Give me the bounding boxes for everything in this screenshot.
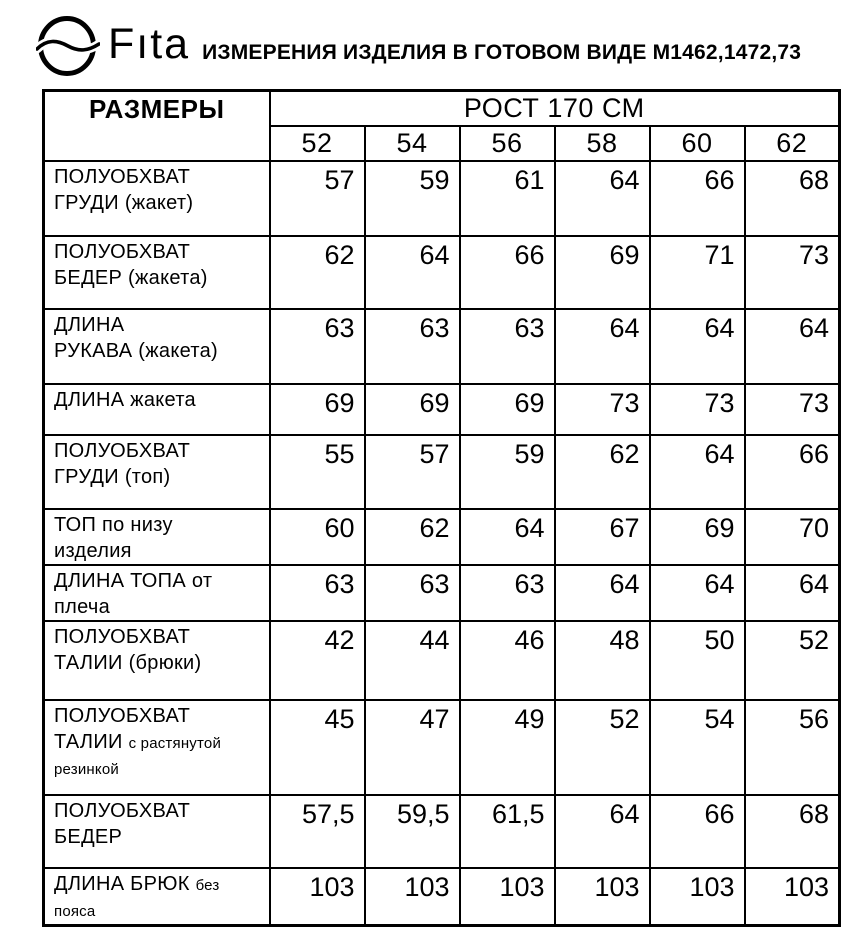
measurement-value: 44: [365, 621, 460, 700]
size-header: 62: [745, 126, 840, 161]
measurement-value: 62: [365, 509, 460, 565]
row-label-text: ГРУДИ (топ): [54, 465, 171, 488]
measurement-value: 69: [460, 384, 555, 435]
row-label-text: ДЛИНА БРЮК: [54, 873, 196, 896]
measurement-value: 69: [365, 384, 460, 435]
row-label-small-text: резинкой: [54, 760, 119, 778]
measurement-value: 66: [745, 435, 840, 509]
row-label: [44, 509, 270, 565]
row-label: [44, 161, 270, 236]
table-row: [44, 236, 840, 309]
size-table: [42, 89, 841, 927]
row-label-text: ДЛИНА жакета: [54, 389, 196, 411]
measurement-value: 103: [745, 868, 840, 925]
row-label-text: БЕДЕР (жакета): [54, 266, 208, 289]
measurement-value: 64: [555, 795, 650, 868]
measurement-value: 48: [555, 621, 650, 700]
measurement-value: 56: [745, 700, 840, 795]
table-row: [44, 795, 840, 868]
measurement-value: 69: [555, 236, 650, 309]
measurement-value: 46: [460, 621, 555, 700]
measurement-value: 73: [745, 384, 840, 435]
page-title: ИЗМЕРЕНИЯ ИЗДЕЛИЯ В ГОТОВОМ ВИДЕ М1462,1472,73: [202, 41, 802, 64]
measurement-value: 61,5: [460, 795, 555, 868]
measurement-value: 66: [650, 795, 745, 868]
row-label-text: ПОЛУОБХВАТ: [54, 166, 191, 188]
row-label-text: ПОЛУОБХВАТ: [54, 241, 191, 263]
measurement-value: 71: [650, 236, 745, 309]
measurement-value: 103: [650, 868, 745, 925]
measurement-value: 54: [650, 700, 745, 795]
group-header: РОСТ 170 СМ: [270, 91, 840, 127]
measurement-value: 103: [365, 868, 460, 925]
table-row: [44, 384, 840, 435]
measurement-value: 66: [650, 161, 745, 236]
measurement-value: 103: [270, 868, 365, 925]
measurement-value: 59: [460, 435, 555, 509]
measurement-value: 64: [555, 161, 650, 236]
measurement-value: 57: [270, 161, 365, 236]
measurement-value: 52: [745, 621, 840, 700]
row-label-text: РУКАВА (жакета): [54, 339, 218, 362]
measurement-value: 64: [745, 565, 840, 621]
table-row: [44, 435, 840, 509]
measurement-value: 62: [555, 435, 650, 509]
measurement-value: 61: [460, 161, 555, 236]
measurement-value: 47: [365, 700, 460, 795]
measurement-value: 64: [650, 309, 745, 384]
row-label-text: ТАЛИИ (брюки): [54, 651, 202, 674]
row-label: [44, 565, 270, 621]
measurement-value: 103: [555, 868, 650, 925]
row-label-text: ПОЛУОБХВАТ: [54, 440, 191, 462]
header: [0, 0, 849, 76]
measurement-value: 60: [270, 509, 365, 565]
measurement-value: 64: [745, 309, 840, 384]
measurement-value: 68: [745, 795, 840, 868]
size-header: 58: [555, 126, 650, 161]
brand-logo-icon: [36, 15, 100, 77]
measurement-value: 64: [650, 565, 745, 621]
measurement-value: 68: [745, 161, 840, 236]
measurement-value: 50: [650, 621, 745, 700]
measurement-value: 59: [365, 161, 460, 236]
table-body: [44, 161, 840, 925]
row-label-text: ПОЛУОБХВАТ: [54, 705, 191, 728]
measurement-value: 63: [460, 565, 555, 621]
row-label-text: ДЛИНА ТОПА от: [54, 570, 213, 593]
table-row: [44, 700, 840, 795]
measurement-value: 63: [365, 309, 460, 384]
measurement-value: 45: [270, 700, 365, 795]
row-label: [44, 621, 270, 700]
row-label-text: ПОЛУОБХВАТ: [54, 626, 191, 649]
size-header: 54: [365, 126, 460, 161]
row-label-text: ДЛИНА: [54, 314, 125, 336]
row-label-small-text: с растянутой: [128, 734, 222, 752]
measurement-value: 64: [650, 435, 745, 509]
row-label-text: плеча: [54, 595, 111, 618]
measurement-value: 103: [460, 868, 555, 925]
row-label: [44, 384, 270, 435]
row-label: [44, 309, 270, 384]
row-label: [44, 435, 270, 509]
measurement-value: 59,5: [365, 795, 460, 868]
measurement-value: 63: [270, 309, 365, 384]
measurement-value: 63: [270, 565, 365, 621]
row-label: [44, 700, 270, 795]
row-label-text: ПОЛУОБХВАТ: [54, 800, 191, 823]
row-label-text: ТОП по низу: [54, 514, 173, 536]
measurement-value: 70: [745, 509, 840, 565]
header-row-group: [44, 91, 840, 127]
measurement-value: 64: [555, 309, 650, 384]
measurement-value: 67: [555, 509, 650, 565]
row-label: [44, 868, 270, 925]
row-label-text: ГРУДИ (жакет): [54, 191, 194, 214]
row-label-small-text: пояса: [54, 902, 96, 920]
size-header: 56: [460, 126, 555, 161]
size-header: 60: [650, 126, 745, 161]
measurement-value: 42: [270, 621, 365, 700]
measurement-value: 57: [365, 435, 460, 509]
measurement-value: 73: [650, 384, 745, 435]
measurement-value: 55: [270, 435, 365, 509]
corner-header: РАЗМЕРЫ: [44, 91, 270, 162]
table-row: [44, 309, 840, 384]
table-row: [44, 161, 840, 236]
measurement-value: 52: [555, 700, 650, 795]
row-label-small-text: без: [195, 877, 220, 895]
measurement-value: 63: [460, 309, 555, 384]
table-row: [44, 621, 840, 700]
measurement-value: 64: [365, 236, 460, 309]
table-row: [44, 868, 840, 925]
measurement-value: 73: [745, 236, 840, 309]
row-label-text: БЕДЕР: [54, 825, 123, 848]
measurement-value: 57,5: [270, 795, 365, 868]
measurement-value: 64: [555, 565, 650, 621]
measurement-value: 66: [460, 236, 555, 309]
table-row: [44, 565, 840, 621]
table-head: [44, 91, 840, 162]
size-header: 52: [270, 126, 365, 161]
row-label: [44, 236, 270, 309]
measurement-value: 73: [555, 384, 650, 435]
brand-wordmark: Fıta: [108, 19, 191, 68]
row-label-text: изделия: [54, 539, 132, 562]
table-row: [44, 509, 840, 565]
measurement-value: 69: [270, 384, 365, 435]
measurement-value: 62: [270, 236, 365, 309]
row-label-text: ТАЛИИ: [54, 730, 129, 753]
measurement-value: 49: [460, 700, 555, 795]
measurement-value: 63: [365, 565, 460, 621]
measurement-value: 69: [650, 509, 745, 565]
measurement-value: 64: [460, 509, 555, 565]
row-label: [44, 795, 270, 868]
